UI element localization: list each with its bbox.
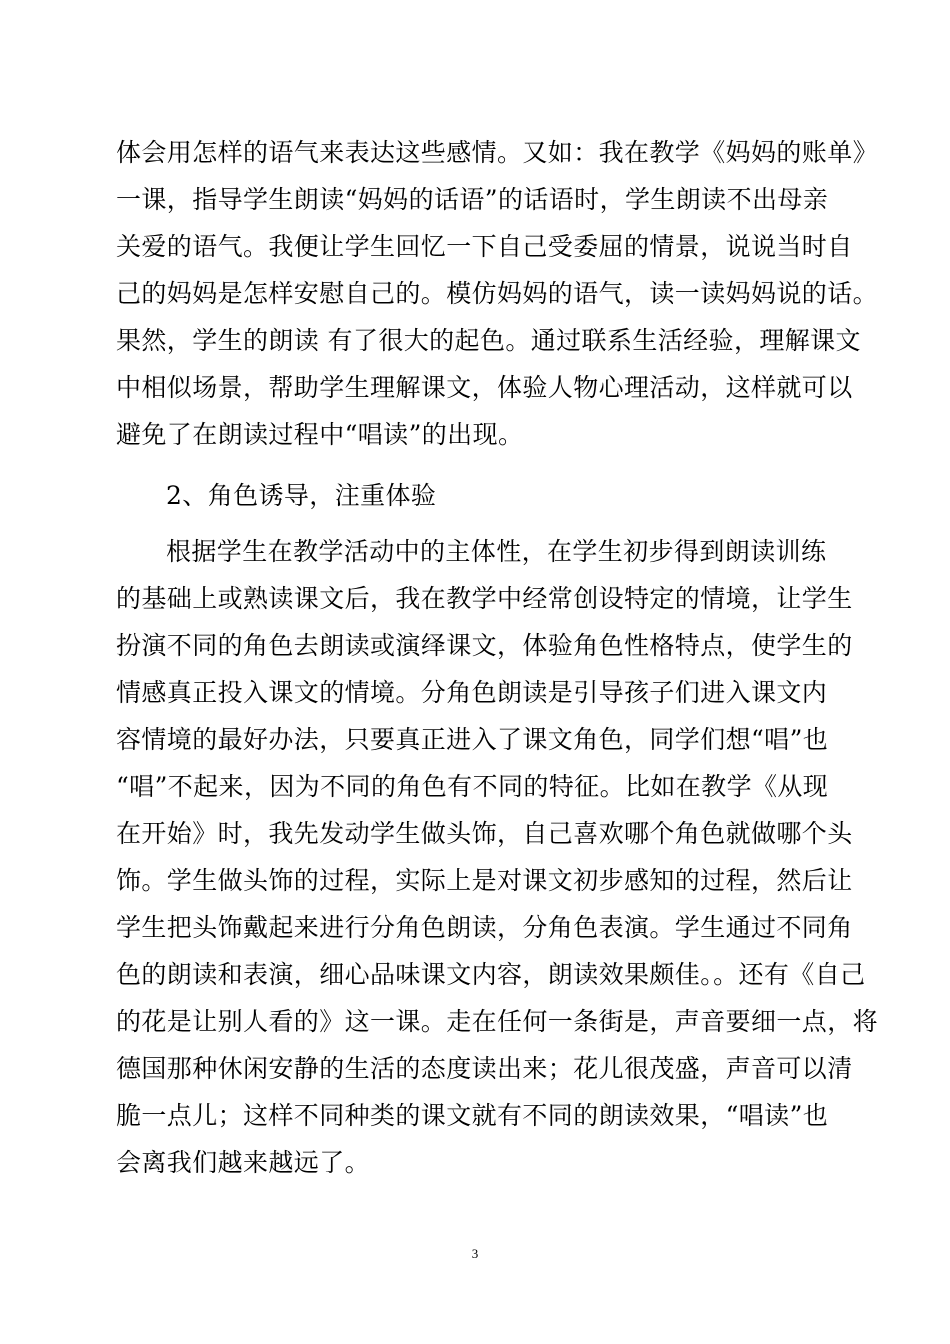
text-line: 一课，指导学生朗读“妈妈的话语”的话语时，学生朗读不出母亲 xyxy=(116,185,829,214)
text-line: 在开始》时，我先发动学生做头饰，自己喜欢哪个角色就做哪个头 xyxy=(116,819,853,848)
text-line: 会离我们越来越远了。 xyxy=(116,1148,371,1177)
text-line: 学生把头饰戴起来进行分角色朗读，分角色表演。学生通过不同角 xyxy=(116,913,853,942)
text-line: “唱”不起来，因为不同的角色有不同的特征。比如在教学《从现 xyxy=(116,772,829,801)
text-line: 果然，学生的朗读 有了很大的起色。通过联系生活经验，理解课文 xyxy=(116,326,861,355)
text-line: 容情境的最好办法，只要真正进入了课文角色，同学们想“唱”也 xyxy=(116,725,829,754)
page-number: 3 xyxy=(471,1246,479,1261)
text-line: 避免了在朗读过程中“唱读”的出现。 xyxy=(116,420,524,449)
text-line: 体会用怎样的语气来表达这些感情。又如：我在教学《妈妈的账单》 xyxy=(116,138,879,167)
text-line: 关爱的语气。我便让学生回忆一下自己受委屈的情景，说说当时自 xyxy=(116,232,853,261)
text-line: 脆一点儿；这样不同种类的课文就有不同的朗读效果，“唱读”也 xyxy=(116,1101,829,1130)
text-line: 中相似场景，帮助学生理解课文，体验人物心理活动，这样就可以 xyxy=(116,373,853,402)
text-line: 己的妈妈是怎样安慰自己的。模仿妈妈的语气，读一读妈妈说的话。 xyxy=(116,279,879,308)
text-line: 饰。学生做头饰的过程，实际上是对课文初步感知的过程，然后让 xyxy=(116,866,853,895)
section-heading: 2、角色诱导，注重体验 xyxy=(166,481,437,510)
text-line: 的花是让别人看的》这一课。走在任何一条街是，声音要细一点，将 xyxy=(116,1007,879,1036)
text-line: 扮演不同的角色去朗读或演绎课文，体验角色性格特点，使学生的 xyxy=(116,631,853,660)
text-line: 色的朗读和表演，细心品味课文内容，朗读效果颇佳。。还有《自己 xyxy=(116,960,866,989)
text-line: 的基础上或熟读课文后，我在教学中经常创设特定的情境，让学生 xyxy=(116,584,853,613)
paragraph-first-line: 根据学生在教学活动中的主体性，在学生初步得到朗读训练 xyxy=(166,537,827,566)
text-line: 情感真正投入课文的情境。分角色朗读是引导孩子们进入课文内 xyxy=(116,678,828,707)
text-line: 德国那种休闲安静的生活的态度读出来；花儿很茂盛，声音可以清 xyxy=(116,1054,853,1083)
